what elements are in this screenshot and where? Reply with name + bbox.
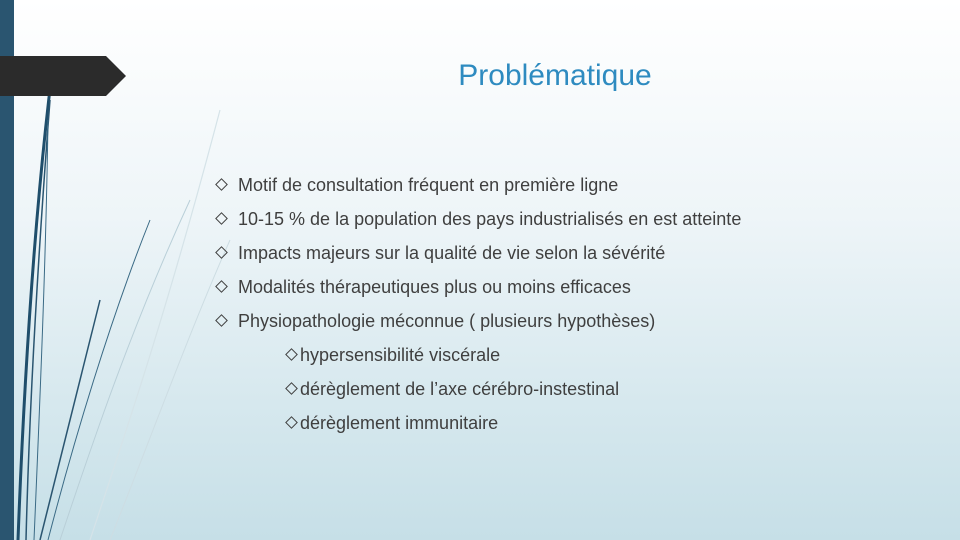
- bullet-item: [214, 204, 741, 238]
- bullet-text: Physiopathologie méconnue ( plusieurs hypothèses): [238, 311, 656, 331]
- sub-bullet-text: hypersensibilité viscérale: [300, 345, 501, 365]
- bullet-list: [214, 170, 741, 442]
- sub-bullet-item: [286, 374, 741, 408]
- diamond-bullet-icon: [215, 280, 228, 293]
- diamond-bullet-icon: [215, 178, 228, 191]
- slide-title: Problématique: [458, 59, 652, 92]
- sub-bullet-item: [286, 340, 741, 374]
- diamond-bullet-icon: [215, 314, 228, 327]
- bullet-item: [214, 170, 741, 204]
- bullet-text: Modalités thérapeutiques plus ou moins efficaces: [238, 277, 631, 297]
- diamond-bullet-icon: [215, 212, 228, 225]
- diamond-bullet-icon: [285, 348, 298, 361]
- diamond-bullet-icon: [285, 382, 298, 395]
- bullet-item: [214, 238, 741, 272]
- bullet-text: 10-15 % de la population des pays industrialisés en est atteinte: [238, 209, 742, 229]
- diamond-bullet-icon: [285, 416, 298, 429]
- bullet-item: [214, 306, 741, 340]
- bullet-text: Impacts majeurs sur la qualité de vie selon la sévérité: [238, 243, 666, 263]
- sub-bullet-item: [286, 408, 741, 442]
- sub-bullet-text: dérèglement de l’axe cérébro-instestinal: [300, 379, 620, 399]
- sub-bullet-text: dérèglement immunitaire: [300, 413, 499, 433]
- bullet-item: [214, 272, 741, 306]
- title-arrow-shape: [0, 56, 126, 96]
- diamond-bullet-icon: [215, 246, 228, 259]
- bullet-text: Motif de consultation fréquent en première ligne: [238, 175, 619, 195]
